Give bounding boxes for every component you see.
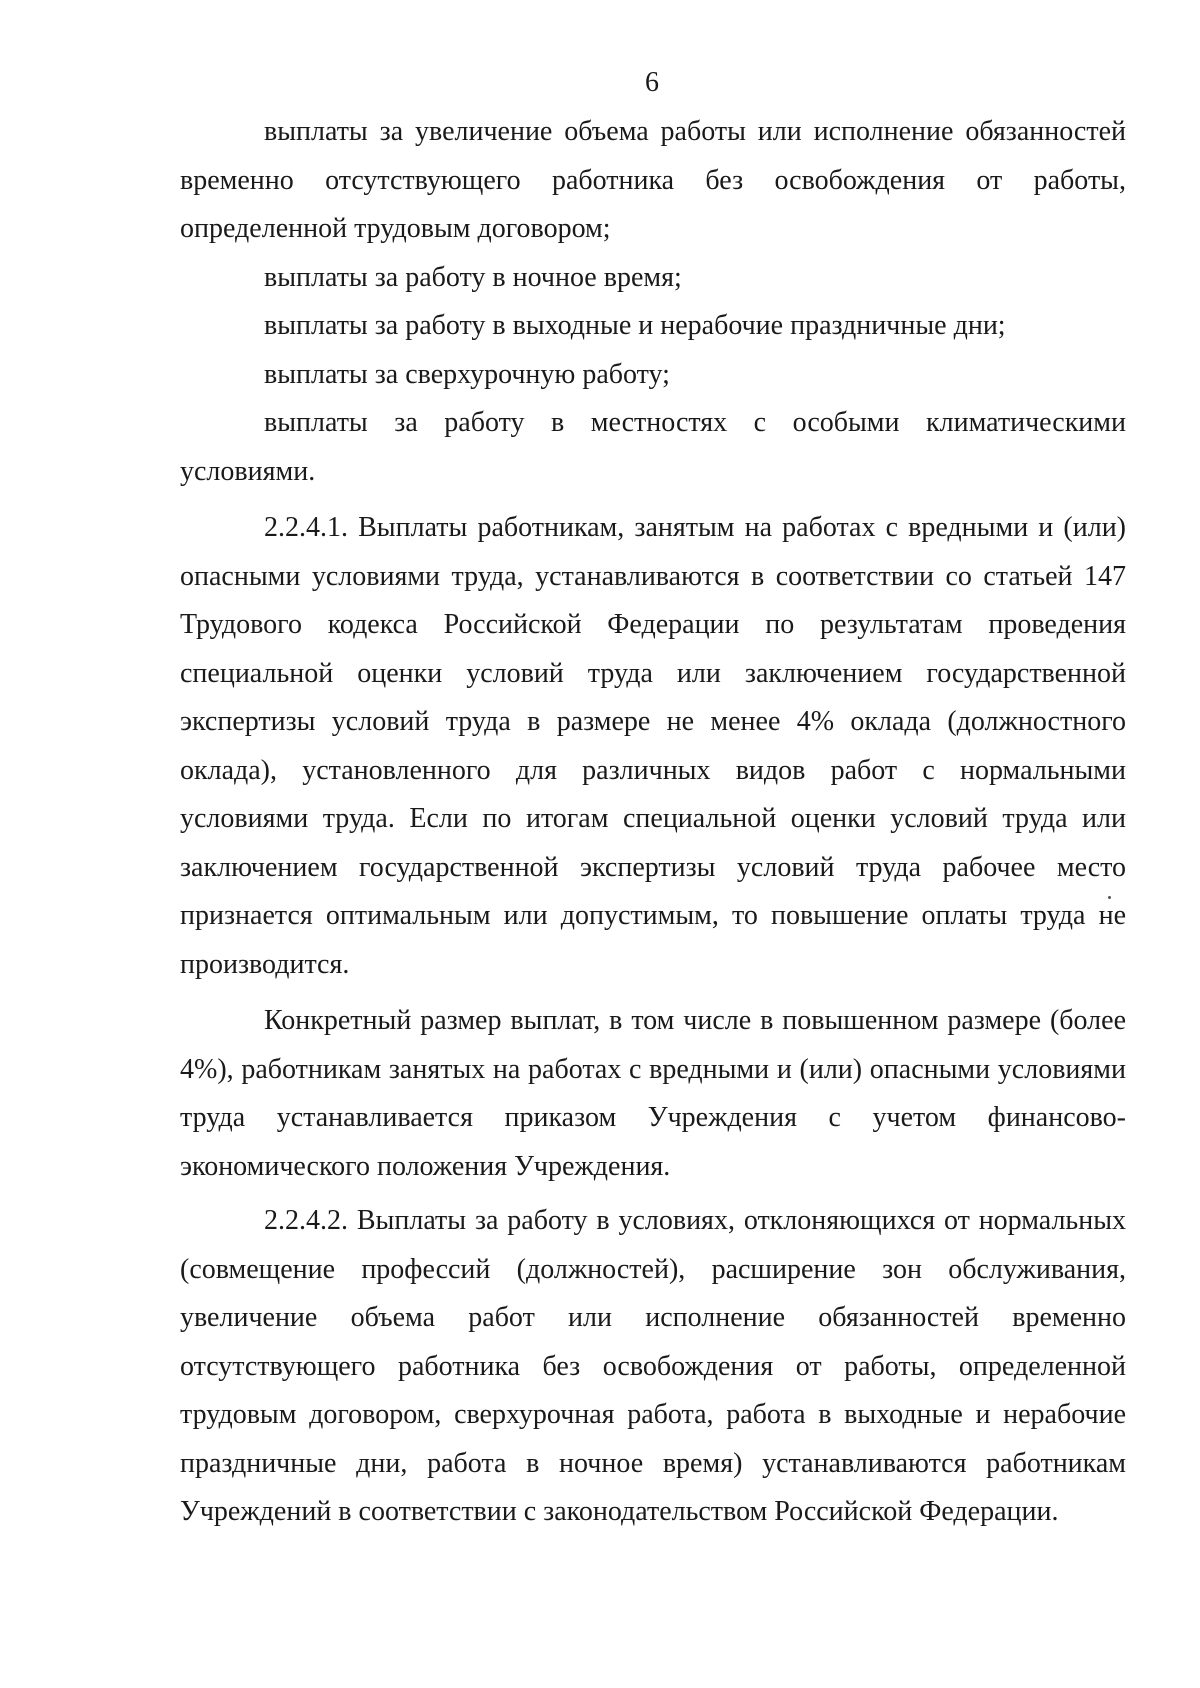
page-number: 6 (645, 67, 659, 98)
document-body (180, 108, 1126, 1537)
paragraph-climate-conditions: выплаты за работу в местностях с особыми климатическими условиями. (180, 407, 1126, 487)
paragraph-overtime-duties: выплаты за увеличение объема работы или исполнение обязанностей временно отсутствующего работника без освобождения от работы, определенной трудовым договором; (180, 116, 1126, 244)
paragraph-section-2-2-4-1: 2.2.4.1. Выплаты работникам, занятым на работах с вредными и (или) опасными условиями труда, устанавливаются в соответствии со статьей 147 Трудового кодекса Российской Федерации по результатам проведения специальной оценки условий труда или заключением государственной экспертизы условий труда в размере не менее 4% оклада (должностного оклада), установленного для различных видов работ с нормальными условиями труда. Если по итогам специальной оценки условий труда или заключением государственной экспертизы условий труда рабочее место признается оптимальным или допустимым, то повышение оплаты труда не производится. (180, 512, 1126, 980)
scan-speck (1108, 896, 1111, 899)
paragraph-specific-amount: Конкретный размер выплат, в том числе в повышенном размере (более 4%), работникам занятых на работах с вредными и (или) опасными условиями труда устанавливается приказом Учреждения с учетом финансово-экономического положения Учреждения. (180, 1005, 1126, 1182)
paragraph-overtime-work: выплаты за сверхурочную работу; (264, 358, 670, 390)
paragraph-holiday-work: выплаты за работу в выходные и нерабочие праздничные дни; (264, 310, 1006, 341)
paragraph-section-2-2-4-2: 2.2.4.2. Выплаты за работу в условиях, отклоняющихся от нормальных (совмещение профессий (должностей), расширение зон обслуживания, увеличение объема работ или исполнение обязанностей временно отсутствующего работника без освобождения от работы, определенной трудовым договором, сверхурочная работа, работа в выходные и нерабочие праздничные дни, работа в ночное время) устанавливаются работникам Учреждений в соответствии с законодательством Российской Федерации. (180, 1205, 1126, 1527)
paragraph-night-work: выплаты за работу в ночное время; (264, 261, 682, 293)
